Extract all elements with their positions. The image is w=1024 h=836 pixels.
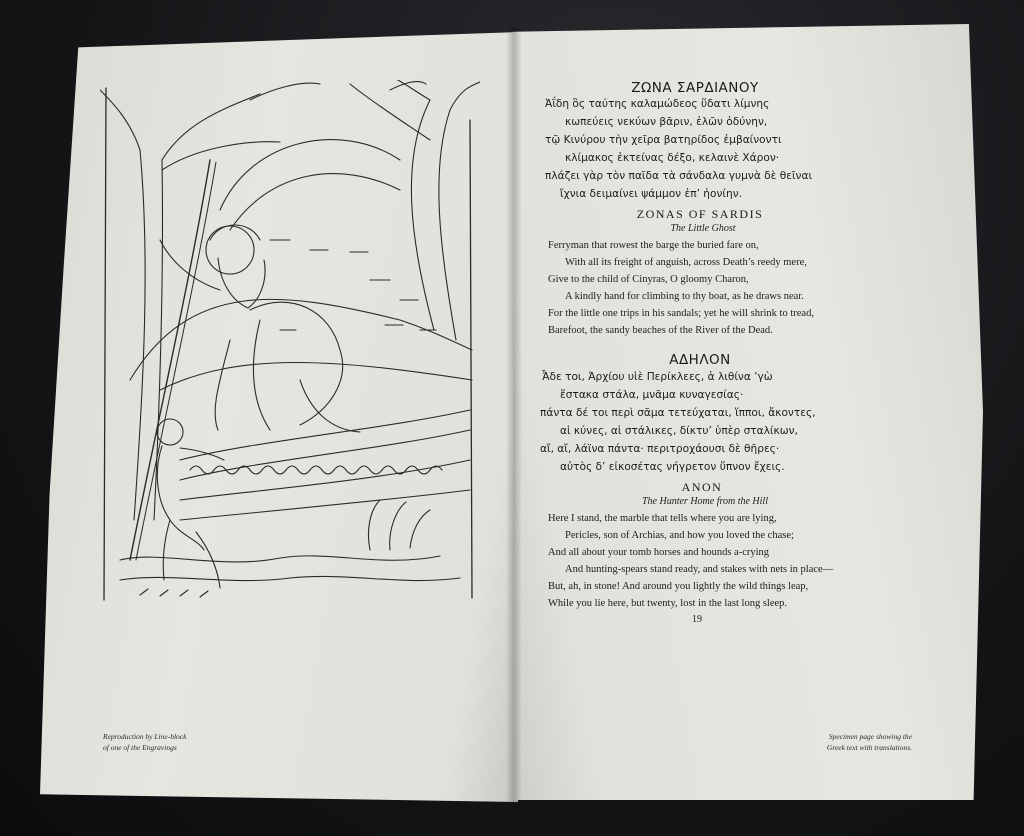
poem1-english-line: A kindly hand for climbing to thy boat, as he draws near. [565, 291, 804, 302]
poem2-english-title: ANON [681, 480, 723, 494]
poem2-greek-line: Ἆδε τοι, Ἀρχίου υἱὲ Περίκλεες, ἁ λιθίνα ’γὼ [542, 371, 773, 383]
poem2-greek-line: πάντα δέ τοι περὶ σᾶμα τετεύχαται, ἵπποι, ἄκοντες, [540, 407, 816, 419]
poem1-english-line: Barefoot, the sandy beaches of the River of the Dead. [548, 325, 773, 336]
poem2-english-line: And all about your tomb horses and hounds a-crying [548, 547, 770, 558]
poem1-greek-line: κλίμακος ἐκτείνας δέξο, κελαινὲ Χάρον· [565, 152, 780, 164]
poem1-greek-line: πλάζει γὰρ τὸν παῖδα τὰ σάνδαλα γυμνὰ δὲ θεῖναι [545, 170, 813, 182]
poem2-english-line: Here I stand, the marble that tells where you are lying, [548, 513, 777, 524]
right-caption [812, 731, 912, 753]
poem1-english-line: Give to the child of Cinyras, O gloomy Charon, [548, 274, 749, 285]
poem2-english-line: But, ah, in stone! And around you lightly the wild things leap, [548, 581, 809, 592]
right-caption-line: Greek text with translations. [826, 743, 912, 752]
page-number: 19 [692, 614, 702, 625]
poem1-english-title: ZONAS OF SARDIS [636, 207, 764, 221]
poem2-english-line: While you lie here, but twenty, lost in the last long sleep. [548, 598, 788, 609]
poem1-english-subtitle: The Little Ghost [670, 223, 736, 234]
poem2-greek-line: αἴ, αἴ, λάϊνα πάντα· περιτροχάουσι δὲ θῆρες· [540, 443, 780, 455]
right-caption-line: Specimen page showing the [828, 732, 912, 741]
left-caption [103, 731, 186, 753]
poem2-english-subtitle: The Hunter Home from the Hill [641, 496, 768, 507]
poem1-greek-line: κωπεύεις νεκύων βᾶριν, ἐλῶν ὀδύνην, [565, 116, 768, 128]
poem2-greek-title: ΑΔΗΛΟΝ [669, 352, 731, 368]
poem2-english-line: Pericles, son of Archias, and how you loved the chase; [565, 530, 794, 541]
poem1-english-line: For the little one trips in his sandals; yet he will shrink to tread, [548, 308, 814, 319]
poem2-english-line: And hunting-spears stand ready, and stakes with nets in place— [565, 564, 834, 575]
poem1-greek-line: Ἀΐδη ὃς ταύτης καλαμώδεος ὕδατι λίμνης [545, 98, 770, 110]
poem1-greek-line: τῷ Κινύρου τὴν χεῖρα βατηρίδος ἐμβαίνοντι [545, 134, 782, 146]
poem1-greek-title: ΖΩΝΑ ΣΑΡΔΙΑΝΟΥ [631, 80, 759, 96]
poem1-english-line: Ferryman that rowest the barge the buried fare on, [548, 240, 759, 251]
book-gutter [506, 28, 522, 802]
charon-ferryman-engraving-icon [100, 80, 480, 610]
poem1-english-line: With all its freight of anguish, across Death’s reedy mere, [565, 257, 807, 268]
left-caption-line: Reproduction by Line-block [103, 732, 187, 741]
poem2-greek-line: αὐτὸς δ’ εἰκοσέτας νήγρετον ὕπνον ἔχεις. [560, 461, 785, 473]
poem1-greek-line: ἴχνια δειμαίνει ψάμμον ἐπ’ ἠονίην. [560, 188, 743, 200]
left-caption-line: of one of the Engravings [103, 743, 177, 752]
poem2-greek-line: ἕστακα στάλα, μνᾶμα κυναγεσίας· [560, 389, 744, 401]
poem2-greek-line: αἱ κύνες, αἱ στάλικες, δίκτυ’ ὑπὲρ σταλίκων, [560, 425, 798, 437]
